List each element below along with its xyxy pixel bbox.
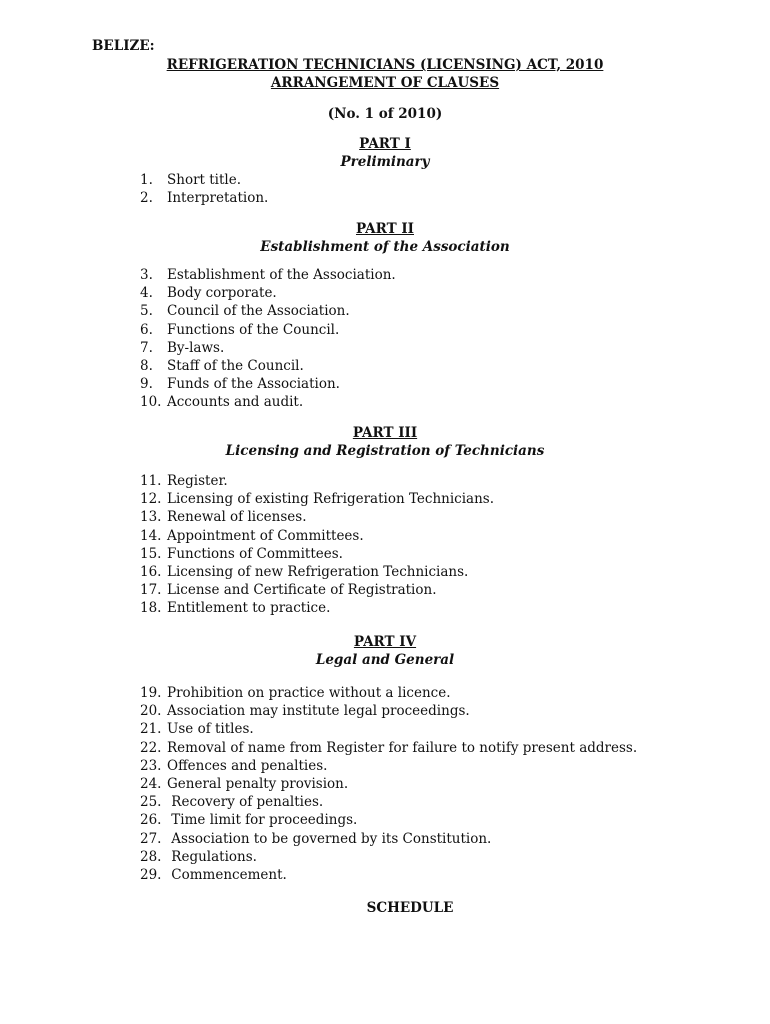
clause-number: 17. [140,582,162,599]
part-heading [0,135,770,171]
clause-item [140,830,637,848]
clause-item [140,375,396,393]
clause-text: Entitlement to practice. [167,600,331,617]
clause-item [140,684,637,702]
clause-number: 27. [140,830,162,847]
clause-number: 6. [140,321,153,338]
part-heading [0,424,770,460]
clause-text: Appointment of Committees. [167,527,364,544]
clause-number: 16. [140,563,162,580]
clause-number: 9. [140,376,153,393]
part-name: Legal and General [315,652,455,668]
clause-number: 23. [140,757,162,774]
clause-number: 2. [140,190,153,207]
clause-text: Recovery of penalties. [167,794,324,811]
clause-item [140,284,396,302]
clause-number: 1. [140,172,153,188]
clause-item [140,848,637,866]
clause-text: Prohibition on practice without a licence. [167,685,451,701]
clause-number: 11. [140,473,162,489]
clause-text: Association may institute legal proceedings. [167,703,470,720]
clause-number: 7. [140,339,153,356]
clause-text: Offences and penalties. [167,757,328,774]
clause-item [140,472,494,490]
clause-item [140,866,637,884]
clause-text: Removal of name from Register for failure to notify present address. [167,739,638,756]
clause-number: 14. [140,527,162,544]
clause-item [140,757,637,775]
clause-number: 13. [140,509,162,526]
clause-text: Licensing of new Refrigeration Technicians. [167,563,469,580]
clause-item [140,581,494,599]
clause-item [140,357,396,375]
clause-number: 15. [140,545,162,562]
clause-number: 10. [140,394,162,411]
clause-item [140,321,396,339]
clause-number: 29. [140,866,162,883]
clause-number: 24. [140,775,162,792]
clause-item [140,775,637,793]
clause-text: Use of titles. [167,721,254,738]
part-name: Licensing and Registration of Technicians [225,443,545,459]
part-heading [0,220,770,256]
clause-list [140,266,396,412]
clause-text: Renewal of licenses. [167,509,307,526]
clause-text: Functions of the Council. [167,321,340,338]
clause-item [140,545,494,563]
clause-number: 26. [140,812,162,829]
clause-text: Council of the Association. [167,303,350,320]
clause-item [140,490,494,508]
arrangement-subtitle: ARRANGEMENT OF CLAUSES [270,75,500,91]
clause-list [140,684,637,884]
clause-text: Short title. [167,172,242,188]
clause-item [140,393,396,411]
clause-item [140,189,268,207]
clause-item [140,702,637,720]
clause-number: 20. [140,703,162,720]
clause-text: Funds of the Association. [167,376,340,393]
clause-text: Body corporate. [167,285,277,302]
part-title: PART I [359,136,411,152]
clause-item [140,563,494,581]
clause-text: Accounts and audit. [167,394,304,411]
part-heading [0,633,770,669]
clause-list [140,472,494,618]
clause-item [140,793,637,811]
clause-item [140,508,494,526]
clause-item [140,739,637,757]
part-title: PART II [355,221,414,237]
clause-number: 22. [140,739,162,756]
clause-number: 12. [140,491,162,508]
clause-text: Association to be governed by its Constitution. [167,830,492,847]
act-number: (No. 1 of 2010) [327,106,443,122]
schedule-heading: SCHEDULE [366,900,454,916]
clause-text: Commencement. [167,866,287,883]
clause-number: 4. [140,285,153,302]
clause-list [140,171,268,207]
clause-text: Functions of Committees. [167,545,343,562]
clause-text: Regulations. [167,848,257,865]
clause-item [140,171,268,189]
clause-number: 28. [140,848,162,865]
clause-item [140,811,637,829]
part-name: Preliminary [340,154,430,170]
clause-item [140,302,396,320]
clause-text: Establishment of the Association. [167,267,396,283]
clause-item [140,266,396,284]
clause-text: Interpretation. [167,190,269,207]
clause-text: Staff of the Council. [167,357,304,374]
clause-number: 8. [140,357,153,374]
part-title: PART III [352,425,418,441]
clause-number: 25. [140,794,162,811]
clause-number: 3. [140,267,153,283]
clause-text: General penalty provision. [167,775,349,792]
clause-text: Licensing of existing Refrigeration Technicians. [167,491,494,508]
country-label: BELIZE: [92,38,155,54]
act-title: REFRIGERATION TECHNICIANS (LICENSING) ACT, 2010 [166,57,604,73]
clause-text: License and Certificate of Registration. [167,582,437,599]
clause-item [140,720,637,738]
part-name: Establishment of the Association [260,239,510,255]
clause-text: By-laws. [167,339,225,356]
clause-text: Time limit for proceedings. [167,812,358,829]
clause-number: 5. [140,303,153,320]
clause-item [140,527,494,545]
clause-item [140,599,494,617]
clause-number: 19. [140,685,162,701]
clause-number: 18. [140,600,162,617]
part-title: PART IV [353,634,417,650]
clause-item [140,339,396,357]
clause-number: 21. [140,721,162,738]
clause-text: Register. [167,473,228,489]
